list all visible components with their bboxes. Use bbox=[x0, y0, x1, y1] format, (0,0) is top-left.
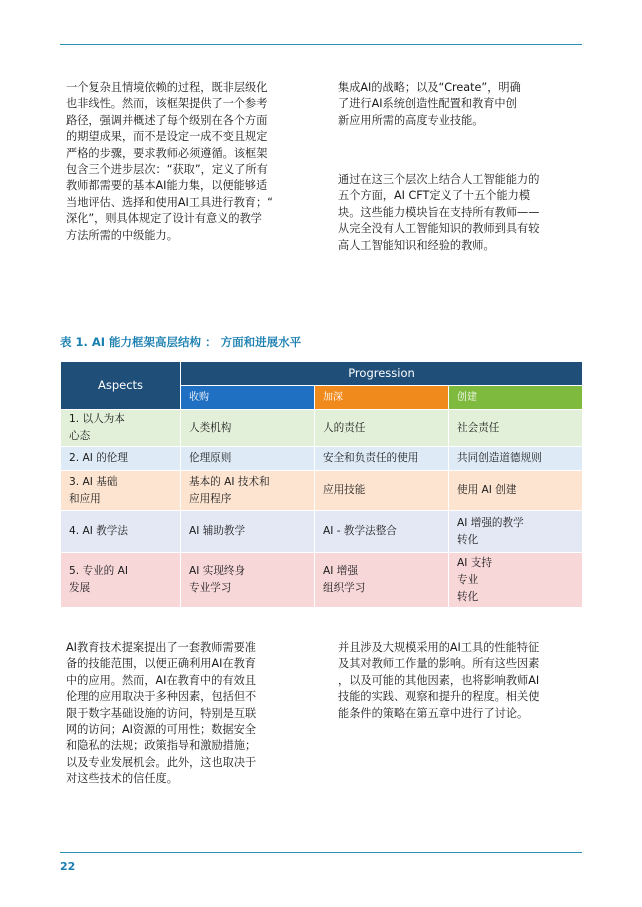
aspect-cell: 3. AI 基础 和应用 bbox=[61, 471, 181, 511]
table-row bbox=[61, 553, 583, 608]
table-caption: 表 1. AI 能力框架高层结构 ： 方面和进展水平 bbox=[60, 335, 302, 349]
aspect-cell: 2. AI 的伦理 bbox=[61, 447, 181, 471]
aspects-header: Aspects bbox=[61, 362, 181, 410]
level-header-acquire: 收购 bbox=[181, 386, 315, 410]
table-cell: AI 支持 专业 转化 bbox=[449, 553, 583, 608]
table-cell: 共同创造道德规则 bbox=[449, 447, 583, 471]
body-text-left-top: 一个复杂且情境依赖的过程，既非层级化 也非线性。然而，该框架提供了一个参考 路径，强调并概述了每个级别在各个方面 的期望成果，而不是设定一成不变且规定 严格的步骤，要求教师必须遵循。该框架 包含三个进步层次：“获取”，定义了所有 教师都需要的基本AI能力集，以便能够适 当地评估、选择和使用AI工具进行教育；“ 深化”，则具体规定了设计有意义的教学 方法所需的中级能力。 bbox=[66, 81, 273, 242]
table-cell: AI 实现终身 专业学习 bbox=[181, 553, 315, 608]
table-row bbox=[61, 471, 583, 511]
table-row bbox=[61, 447, 583, 471]
body-text-left-bottom: AI教育技术提案提出了一套教师需要准 备的技能范围，以便正确利用AI在教育 中的应用。然而，AI在教育中的有效且 伦理的应用取决于多种因素，包括但不 限于数字基础设施的访问，特别是互联 网的访问；AI资源的可用性；数据安全 和隐私的法规；政策指导和激励措施； 以及专业发展机会。此外，这也取决于 对这些技术的信任度。 bbox=[66, 641, 257, 786]
table-cell: AI - 教学法整合 bbox=[315, 511, 449, 553]
competency-table bbox=[60, 361, 583, 608]
table-cell: AI 增强的教学 转化 bbox=[449, 511, 583, 553]
table-cell: 基本的 AI 技术和 应用程序 bbox=[181, 471, 315, 511]
top-rule bbox=[60, 44, 582, 45]
bottom-rule bbox=[60, 852, 582, 853]
level-header-deepen: 加深 bbox=[315, 386, 449, 410]
aspect-cell: 4. AI 教学法 bbox=[61, 511, 181, 553]
table-cell: AI 增强 组织学习 bbox=[315, 553, 449, 608]
body-text-right-bottom: 并且涉及大规模采用的AI工具的性能特征 及其对教师工作量的影响。所有这些因素 ，以及可能的其他因素，也将影响教师AI 技能的实践、观察和提升的程度。相关使 能条件的策略在第五章中进行了讨论。 bbox=[338, 641, 540, 720]
table-cell: 社会责任 bbox=[449, 410, 583, 447]
level-header-create: 创建 bbox=[449, 386, 583, 410]
aspect-cell: 1. 以人为本 心态 bbox=[61, 410, 181, 447]
aspect-cell: 5. 专业的 AI 发展 bbox=[61, 553, 181, 608]
table-cell: 使用 AI 创建 bbox=[449, 471, 583, 511]
table-cell: 人类机构 bbox=[181, 410, 315, 447]
progression-header: Progression bbox=[181, 362, 583, 386]
table-cell: 人的责任 bbox=[315, 410, 449, 447]
table-cell: AI 辅助教学 bbox=[181, 511, 315, 553]
body-text-right-top-1: 集成AI的战略；以及“Create”，明确 了进行AI系统创造性配置和教育中创 新应用所需的高度专业技能。 bbox=[338, 81, 521, 127]
table-cell: 应用技能 bbox=[315, 471, 449, 511]
body-text-right-top-2: 通过在这三个层次上结合人工智能能力的 五个方面，AI CFT定义了十五个能力模 块。这些能力模块旨在支持所有教师—— 从完全没有人工智能知识的教师到具有较 高人工智能知识和经验的教师。 bbox=[338, 173, 540, 252]
table-cell: 安全和负责任的使用 bbox=[315, 447, 449, 471]
table-row bbox=[61, 410, 583, 447]
table-row bbox=[61, 511, 583, 553]
table-cell: 伦理原则 bbox=[181, 447, 315, 471]
page-number: 22 bbox=[60, 860, 76, 873]
